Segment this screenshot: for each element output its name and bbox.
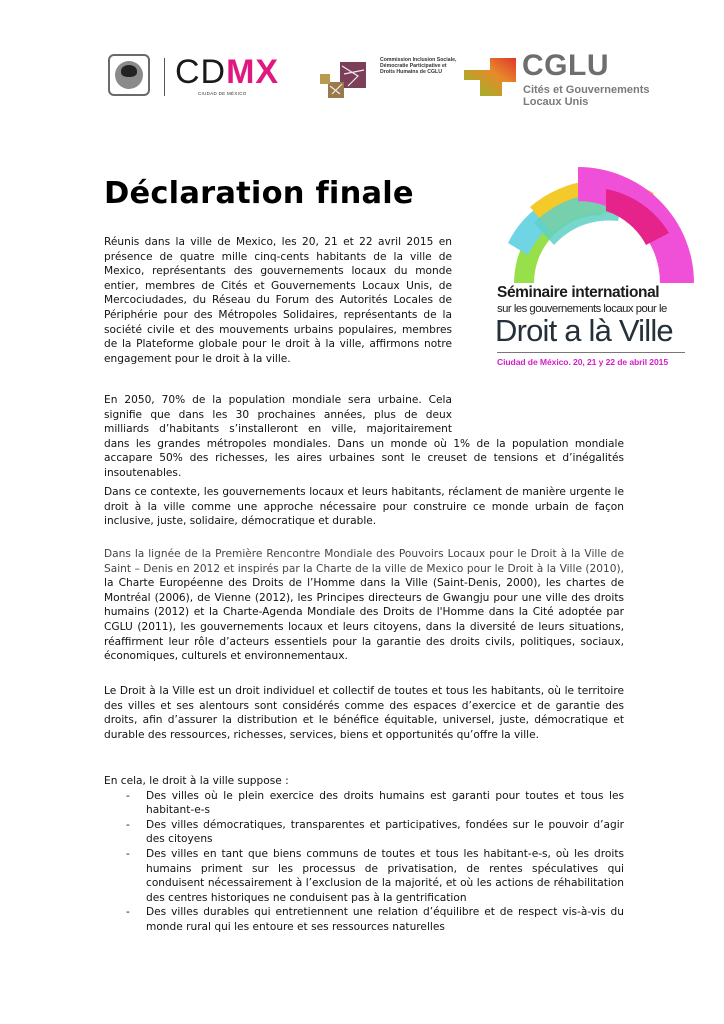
list-item — [104, 789, 624, 818]
cglu-subtitle-line2: Locaux Unis — [523, 95, 589, 108]
list-item — [104, 847, 624, 905]
list-item-text: Des villes durables qui entretiennent une relation d’équilibre et de respect vis-à-vis du monde rural qui les entoure et ses ressources naturelles — [146, 906, 624, 933]
commission-logo-mark — [318, 60, 372, 104]
cdmx-logo — [175, 54, 279, 90]
paragraph-context: Dans ce contexte, les gouvernements locaux et leurs habitants, réclament de manière urgente le droit à la ville comme une approche nécessaire pour construire ce monde urbain de façon inclusive, juste, solidaire, démocratique et durable. — [104, 486, 624, 528]
commission-mark-square-small — [320, 74, 330, 84]
seminar-date: Ciudad de México. 20, 21 y 22 de abril 2015 — [497, 357, 668, 367]
eagle-icon — [115, 61, 143, 89]
paragraph-references-intro: Dans la lignée de la Première Rencontre Mondiale des Pouvoirs Locaux pour le Droit à la Ville de Saint – Denis en 2012 et inspirés par la Charte de la ville de Mexico pour le Droit à la Ville (2010), — [104, 548, 624, 575]
cglu-logo-title: CGLU — [522, 49, 609, 82]
cdmx-logo-subtitle: CIUDAD DE MÉXICO — [198, 91, 247, 96]
document-title: Déclaration finale — [104, 176, 414, 211]
paragraph-preamble: Réunis dans la ville de Mexico, les 20, 21 et 22 avril 2015 en présence de quatre mille cinq-cents habitants de la ville de Mexico, représentants des gouvernements locaux du monde entier, membres de Cités et Gouvernements Locaux Unis, de Mercociudades, du Réseau du Forum des Autorités Locales de Périphérie pour des Métropoles Solidaires, représentants de la société civile et des mouvements urbains populaires, membres de la Plateforme globale pour le droit à la ville, affirmons notre engagement pour le droit à la ville. — [104, 236, 452, 365]
paragraph-definition: Le Droit à la Ville est un droit individuel et collectif de toutes et tous les habitants, où le territoire des villes et ses alentours sont considérés comme des espaces d’exercice et de garantie des droits, afin d’assurer la distribution et le bénéfice équitable, universel, juste, démocratique et durable des ressources, richesses, services, biens et opportunités qu’offre la ville. — [104, 685, 624, 741]
list-dash: - — [126, 818, 130, 831]
cglu-logo-mark — [462, 56, 520, 100]
commission-logo-text: Commission Inclusion Sociale, Démocratie Participative et Droits Humains de CGLU — [380, 57, 457, 75]
cglu-subtitle-line1: Cités et Gouvernements — [523, 84, 650, 96]
right-to-city-list — [104, 789, 624, 935]
paragraph-urbanisation-part2: dans les grandes métropoles mondiales. Dans un monde où 1% de la population mondiale accapare 50% des richesses, les aires urbaines sont le creuset de tensions et d’inégalités insoutenables. — [104, 437, 624, 479]
cdmx-logo-cd: CD — [175, 53, 227, 91]
seminar-main-title: Droit a là Ville — [495, 313, 673, 348]
paragraph-references-body: la Charte Européenne des Droits de l’Homme dans la Ville (Saint-Denis, 2000), les chartes de Montréal (2006), de Vienne (2012), les Principes directeurs de Gwangju pour une ville des droits humains (2012) et la Charte-Agenda Mondiale des Droits de l'Homme dans la Cité adoptée par CGLU (2011), les gouvernements locaux et leurs citoyens, dans la diversité de leurs situations, réaffirment leur rôle d’acteurs essentiels pour la garantie des droits civils, politiques, sociaux, économiques, culturels et environnementaux. — [104, 577, 624, 663]
list-item — [104, 818, 624, 847]
list-item-text: Des villes où le plein exercice des droits humains est garanti pour toutes et tous les habitant-e-s — [146, 789, 624, 817]
paragraph-urbanisation-part1: En 2050, 70% de la population mondiale sera urbaine. Cela signifie que dans les 30 prochaines années, plus de deux milliards d’habitants s’installeront en ville, majoritairement — [104, 394, 452, 436]
seminar-divider — [497, 352, 685, 353]
list-dash: - — [126, 789, 130, 802]
cdmx-logo-mx: MX — [226, 53, 280, 91]
list-item-text: Des villes démocratiques, transparentes et participatives, fondées sur le pouvoir d’agir des citoyens — [146, 818, 624, 846]
logo-divider — [164, 58, 165, 96]
list-dash: - — [126, 847, 130, 860]
seminar-title: Séminaire international — [497, 284, 660, 301]
paragraph-references — [104, 547, 624, 664]
list-dash: - — [126, 906, 130, 919]
mexico-city-emblem-logo — [108, 54, 150, 96]
cglu-logo-subtitle — [523, 85, 650, 108]
list-item — [104, 905, 624, 934]
paragraph-list-intro: En cela, le droit à la ville suppose : — [104, 775, 289, 787]
list-item-text: Des villes en tant que biens communs de toutes et tous les habitant-e-s, où les droits humains priment sur les processus de privatisation, de rentes spéculatives qui conduisent nécessairement à l’exclusion de la majorité, et où les actions de réhabilitation des centres historiques ne conduisent pas à la gentrification — [146, 847, 624, 904]
seminar-subtitle: sur les gouvernements locaux pour le — [497, 303, 667, 315]
